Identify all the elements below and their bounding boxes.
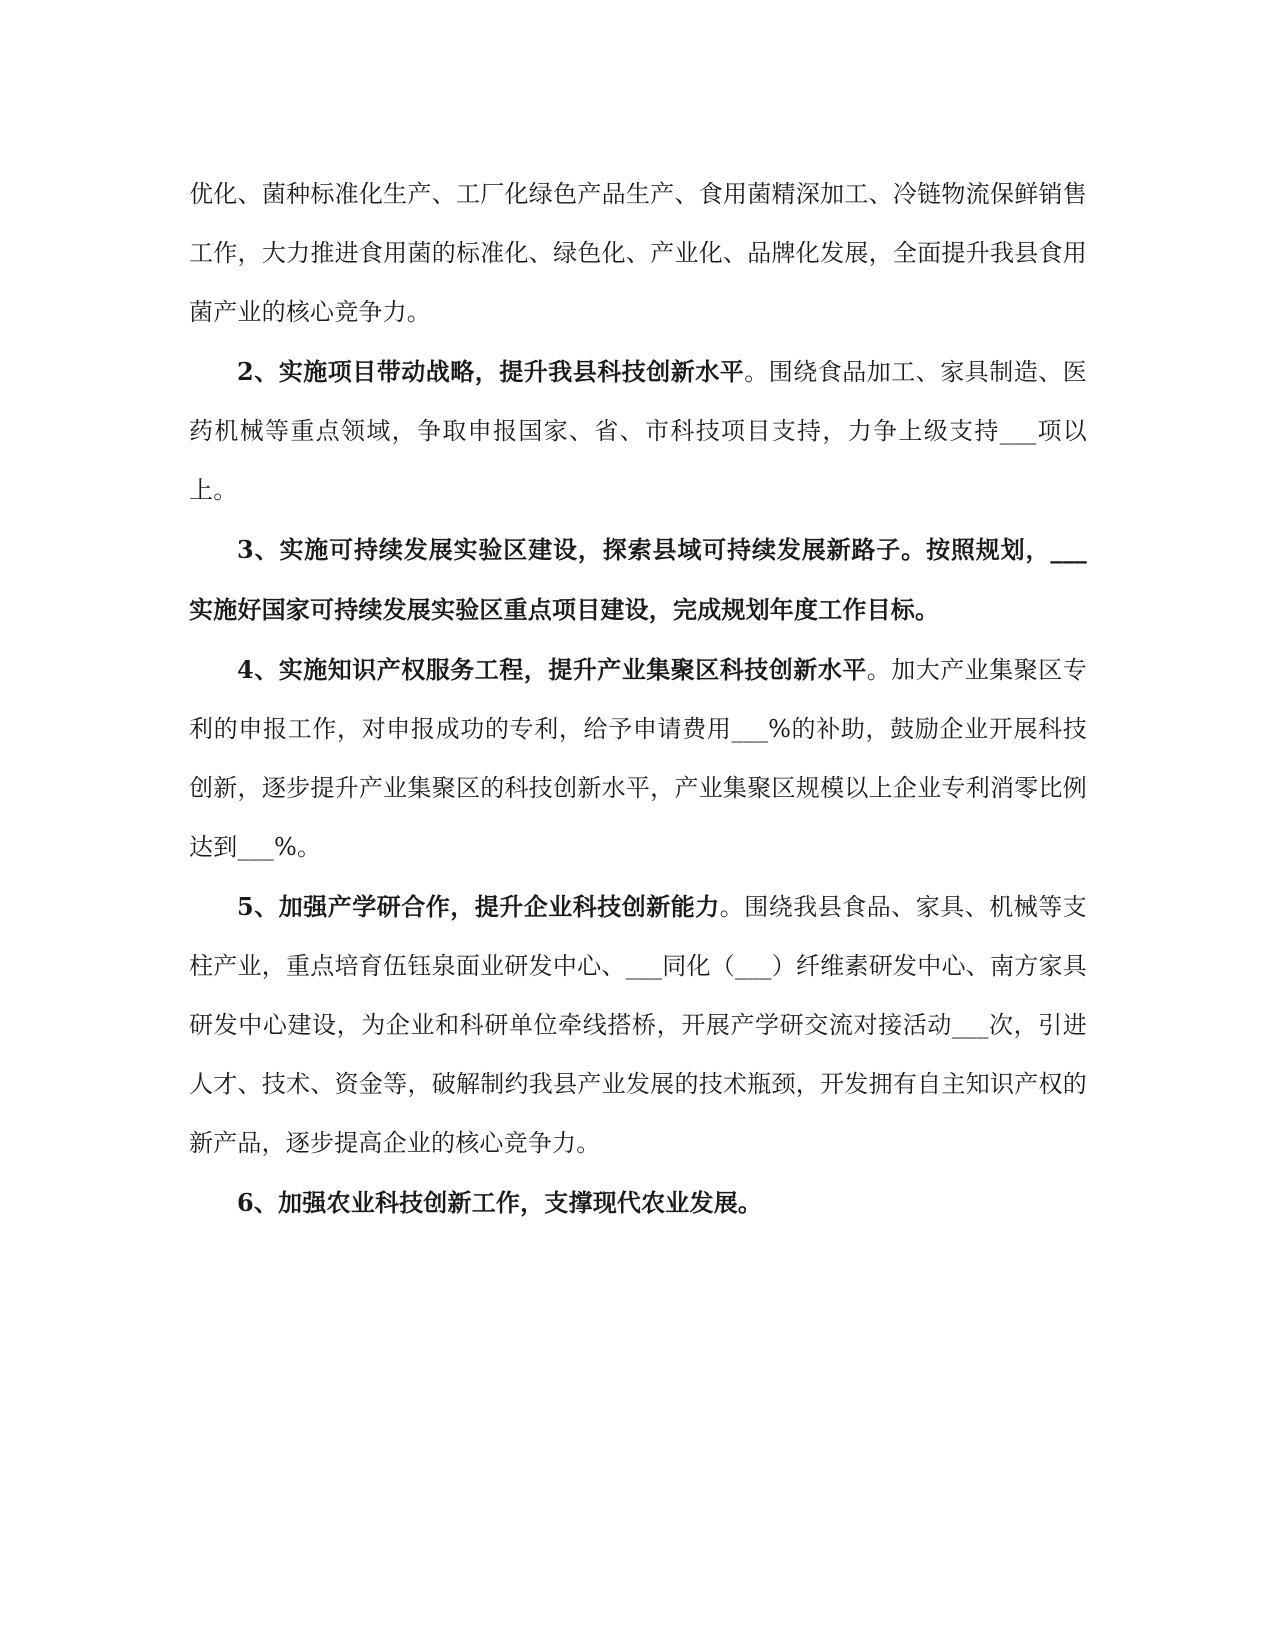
paragraph-1	[189, 165, 1087, 342]
paragraph-3-heading: 3、实施可持续发展实验区建设，探索县域可持续发展新路子。按照规划，___实施好国家可持续发展实验区重点项目建设，完成规划年度工作目标。	[189, 535, 1087, 624]
paragraph-2-text: 。围绕食品加工、家具制造、医药机械等重点领域，争取申报国家、省、市科技项目支持，力争上级支持___项以上。	[189, 358, 1087, 504]
paragraph-5-heading: 5、加强产学研合作，提升企业科技创新能力	[237, 892, 720, 921]
paragraph-5-text: 。围绕我县食品、家具、机械等支柱产业，重点培育伍钰泉面业研发中心、___同化（___）纤维素研发中心、南方家具研发中心建设，为企业和科研单位牵线搭桥，开展产学研交流对接活动___次，引进人才、技术、资金等，破解制约我县产业发展的技术瓶颈，开发拥有自主知识产权的新产品，逐步提高企业的核心竞争力。	[189, 893, 1088, 1157]
paragraph-5	[189, 877, 1087, 1173]
paragraph-4-heading: 4、实施知识产权服务工程，提升产业集聚区科技创新水平	[237, 655, 867, 684]
paragraph-2	[189, 342, 1087, 520]
paragraph-1-text: 优化、菌种标准化生产、工厂化绿色产品生产、食用菌精深加工、冷链物流保鲜销售工作，大力推进食用菌的标准化、绿色化、产业化、品牌化发展，全面提升我县食用菌产业的核心竞争力。	[189, 180, 1087, 326]
paragraph-6-heading: 6、加强农业科技创新工作，支撑现代农业发展。	[237, 1188, 763, 1217]
document-page	[189, 165, 1087, 1233]
paragraph-4	[189, 640, 1087, 877]
paragraph-3	[189, 520, 1087, 640]
paragraph-2-heading: 2、实施项目带动战略，提升我县科技创新水平	[237, 357, 745, 386]
paragraph-6	[189, 1173, 1087, 1233]
paragraph-4-text: 。加大产业集聚区专利的申报工作，对申报成功的专利，给予申请费用___%的补助，鼓励企业开展科技创新，逐步提升产业集聚区的科技创新水平，产业集聚区规模以上企业专利消零比例达到___%。	[189, 656, 1087, 861]
